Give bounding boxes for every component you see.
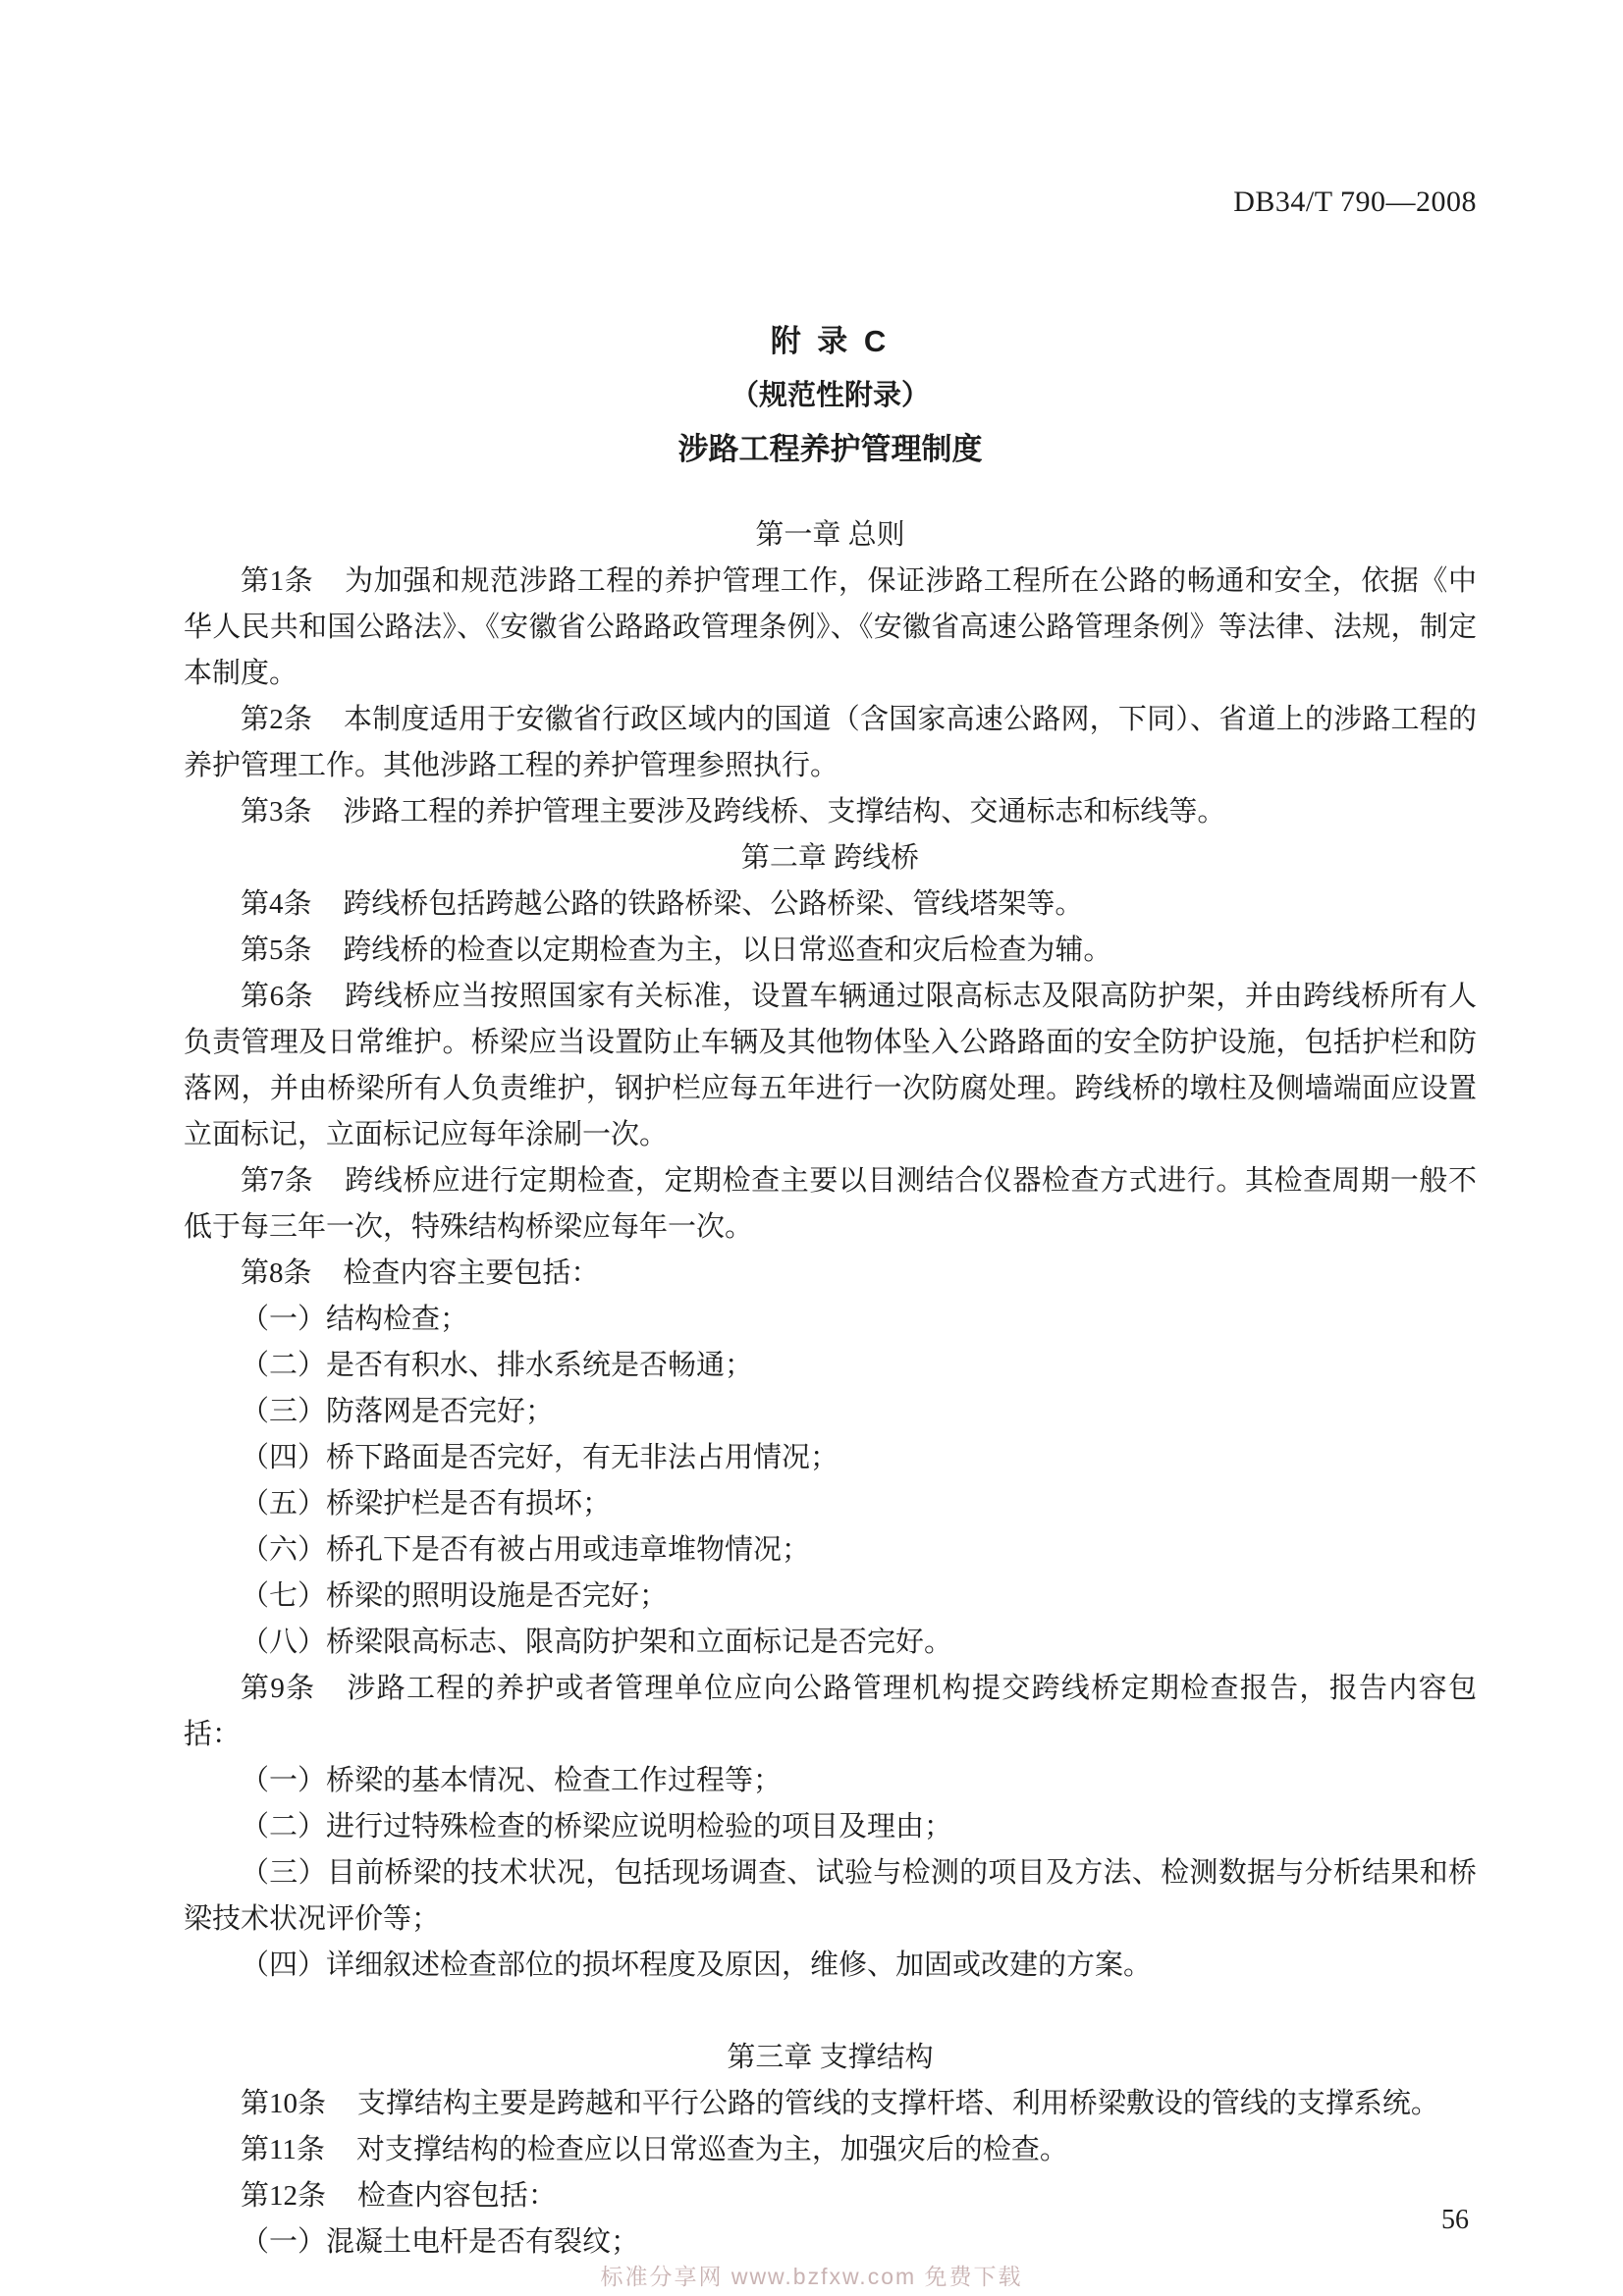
doc-number: DB34/T 790—2008 [1233,186,1477,218]
watermark-text: 标准分享网 www.bzfxw.com 免费下载 [600,2264,1023,2289]
document-body [184,512,1477,2266]
list-item: （一）混凝土电杆是否有裂纹； [241,2226,640,2258]
list-item: （六）桥孔下是否有被占用或违章堆物情况； [241,1534,811,1566]
article-label: 第3条 [241,796,312,828]
article-paragraph: 第9条 涉路工程的养护或者管理单位应向公路管理机构提交跨线桥定期检查报告，报告内容包括： [184,1673,1477,1750]
chapter-heading: 第二章 跨线桥 [740,842,920,874]
list-item: （二）是否有积水、排水系统是否畅通； [241,1350,754,1381]
list-item: （四）详细叙述检查部位的损坏程度及原因，维修、加固或改建的方案。 [241,1949,1153,1981]
blank-line [184,1989,1477,2035]
article-paragraph: 第8条 检查内容主要包括： [241,1257,600,1289]
article-label: 第8条 [241,1257,312,1289]
article-label: 第9条 [241,1673,316,1704]
article-paragraph: 第2条 本制度适用于安徽省行政区域内的国道（含国家高速公路网，下同）、省道上的涉路工程的养护管理工作。其他涉路工程的养护管理参照执行。 [184,704,1477,781]
chapter-heading: 第三章 支撑结构 [727,2042,934,2073]
list-item: （一）结构检查； [241,1304,469,1335]
article-paragraph: 第6条 跨线桥应当按照国家有关标准，设置车辆通过限高标志及限高防护架，并由跨线桥所有人负责管理及日常维护。桥梁应当设置防止车辆及其他物体坠入公路路面的安全防护设施，包括护栏和防落网，并由桥梁所有人负责维护，钢护栏应每五年进行一次防腐处理。跨线桥的墩柱及侧墙端面应设置立面标记，立面标记应每年涂刷一次。 [184,981,1477,1150]
article-label: 第10条 [241,2088,327,2119]
appendix-title: 附 录 C [770,324,891,358]
article-label: 第1条 [241,565,314,597]
article-paragraph: 第4条 跨线桥包括跨越公路的铁路桥梁、公路桥梁、管线塔架等。 [241,888,1084,920]
list-item: （一）桥梁的基本情况、检查工作过程等； [241,1765,783,1796]
article-label: 第7条 [241,1165,314,1197]
list-item: （三）防落网是否完好； [241,1396,555,1427]
article-paragraph: 第5条 跨线桥的检查以定期检查为主，以日常巡查和灾后检查为辅。 [241,934,1112,966]
list-item: （八）桥梁限高标志、限高防护架和立面标记是否完好。 [241,1627,953,1658]
article-label: 第6条 [241,981,314,1012]
article-paragraph: 第11条 对支撑结构的检查应以日常巡查为主，加强灾后的检查。 [241,2134,1068,2165]
article-label: 第12条 [241,2180,327,2212]
list-item: （三）目前桥梁的技术状况，包括现场调查、试验与检测的项目及方法、检测数据与分析结果和桥梁技术状况评价等； [184,1857,1477,1935]
article-label: 第11条 [241,2134,325,2165]
article-paragraph: 第12条 检查内容包括： [241,2180,557,2212]
article-label: 第5条 [241,934,312,966]
article-label: 第4条 [241,888,312,920]
page-number: 56 [1441,2205,1469,2235]
article-paragraph: 第7条 跨线桥应进行定期检查，定期检查主要以目测结合仪器检查方式进行。其检查周期一般不低于每三年一次，特殊结构桥梁应每年一次。 [184,1165,1477,1243]
article-paragraph: 第10条 支撑结构主要是跨越和平行公路的管线的支撑杆塔、利用桥梁敷设的管线的支撑系统。 [241,2088,1439,2119]
document-title: 涉路工程养护管理制度 [677,432,983,466]
list-item: （四）桥下路面是否完好，有无非法占用情况； [241,1442,839,1473]
article-paragraph: 第1条 为加强和规范涉路工程的养护管理工作，保证涉路工程所在公路的畅通和安全，依据《中华人民共和国公路法》、《安徽省公路路政管理条例》、《安徽省高速公路管理条例》等法律、法规，制定本制度。 [184,565,1477,689]
chapter-heading: 第一章 总则 [755,519,905,551]
title-block [184,320,1477,471]
list-item: （二）进行过特殊检查的桥梁应说明检验的项目及理由； [241,1811,953,1842]
article-label: 第2条 [241,704,313,735]
appendix-subtitle: （规范性附录） [730,380,930,411]
list-item: （七）桥梁的照明设施是否完好； [241,1580,669,1612]
list-item: （五）桥梁护栏是否有损坏； [241,1488,612,1520]
article-paragraph: 第3条 涉路工程的养护管理主要涉及跨线桥、支撑结构、交通标志和标线等。 [241,796,1226,828]
